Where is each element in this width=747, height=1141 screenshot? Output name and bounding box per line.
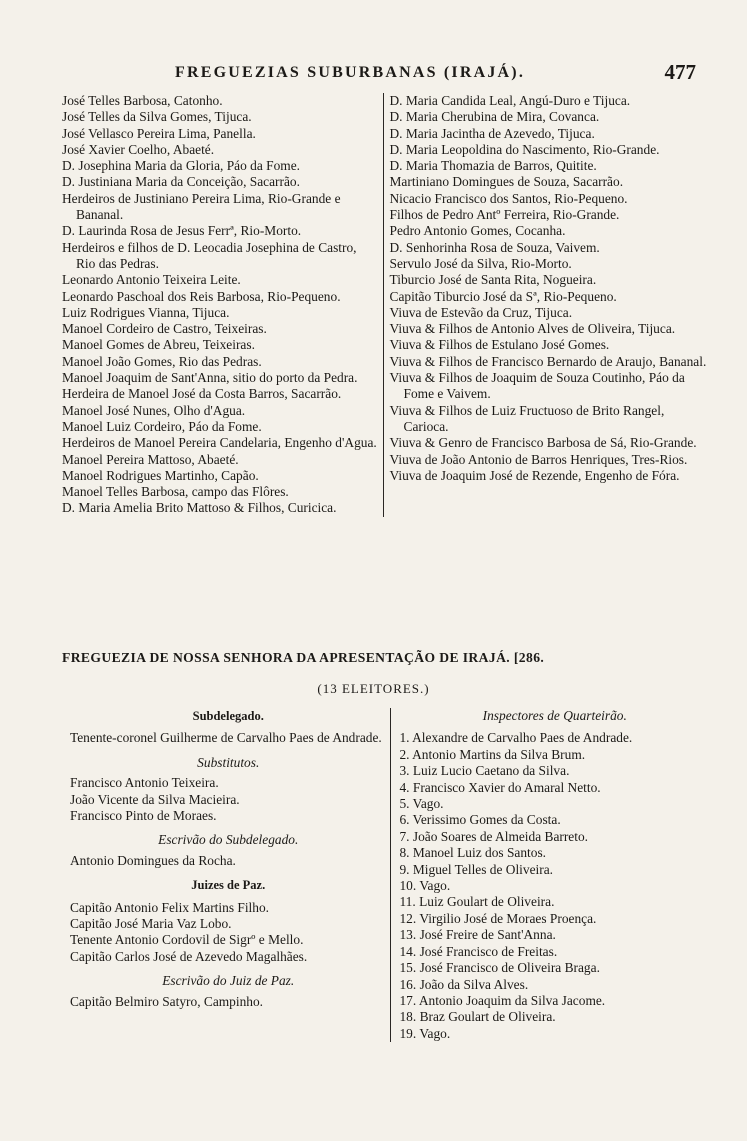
resident-entry: Manoel Gomes de Abreu, Teixeiras. [62, 337, 255, 353]
officials-column [70, 708, 390, 1042]
running-title: FREGUEZIAS SUBURBANAS (IRAJÁ). [175, 64, 526, 81]
inspector-entry: 19. Vago. [399, 1025, 451, 1041]
inspectors-heading: Inspectores de Quarteirão. [482, 708, 627, 723]
juiz-entry: Tenente Antonio Cordovil de Sigrº e Mello. [70, 932, 304, 948]
resident-entry: Manoel Joaquim de Sant'Anna, sitio do porto da Pedra. [62, 370, 358, 386]
page-number: 477 [664, 60, 696, 84]
substituto-entry: Francisco Antonio Teixeira. [70, 775, 219, 791]
resident-entry: Martiniano Domingues de Souza, Sacarrão. [389, 174, 624, 190]
escrivao-subdelegado-heading: Escrivão do Subdelegado. [158, 832, 299, 848]
resident-entry: Viuva de João Antonio de Barros Henriques, Tres-Rios. [389, 451, 688, 467]
parish-officials [70, 708, 710, 1042]
resident-entry: Filhos de Pedro Antº Ferreira, Rio-Grande. [389, 207, 620, 223]
resident-entry: Servulo José da Silva, Rio-Morto. [389, 255, 572, 271]
inspector-entry: 10. Vago. [399, 878, 451, 894]
substituto-entry: Francisco Pinto de Moraes. [70, 808, 217, 824]
resident-entry: Viuva de Joaquim José de Rezende, Engenho de Fóra. [389, 467, 680, 483]
resident-entry: D. Justiniana Maria da Conceição, Sacarrão. [62, 174, 300, 190]
inspector-entry: 8. Manoel Luiz dos Santos. [399, 845, 547, 861]
resident-entry: Viuva de Estevão da Cruz, Tijuca. [389, 304, 573, 320]
residents-right-column [383, 93, 710, 517]
resident-entry: Herdeiros de Manoel Pereira Candelaria, Engenho d'Agua. [62, 435, 377, 451]
juiz-entry: Capitão Carlos José de Azevedo Magalhães. [70, 948, 308, 964]
resident-entry: Viuva & Filhos de Joaquim de Souza Coutinho, Páo da Fome e Vaivem. [389, 370, 685, 402]
inspectors-column [390, 708, 710, 1042]
escrivao-juiz-name: Capitão Belmiro Satyro, Campinho. [70, 993, 264, 1009]
inspector-entry: 7. João Soares de Almeida Barreto. [399, 828, 589, 844]
escrivao-juiz-heading: Escrivão do Juiz de Paz. [162, 973, 295, 989]
inspector-entry: 12. Virgilio José de Moraes Proença. [399, 910, 597, 926]
resident-entry: José Vellasco Pereira Lima, Panella. [62, 125, 256, 141]
inspector-entry: 13. José Freire de Sant'Anna. [399, 927, 556, 943]
resident-entry: Viuva & Filhos de Francisco Bernardo de Araujo, Bananal. [389, 353, 707, 369]
resident-entry: Manoel Pereira Mattoso, Abaeté. [62, 451, 239, 467]
resident-entry: Capitão Tiburcio José da Sª, Rio-Pequeno. [389, 288, 617, 304]
inspector-entry: 14. José Francisco de Freitas. [399, 943, 558, 959]
inspector-entry: 1. Alexandre de Carvalho Paes de Andrade. [399, 730, 633, 746]
resident-entry: Viuva & Genro de Francisco Barbosa de Sá, Rio-Grande. [389, 435, 697, 451]
inspector-entry: 5. Vago. [399, 796, 444, 812]
juiz-entry: Capitão Antonio Felix Martins Filho. [70, 899, 270, 915]
subdelegado-name: Tenente-coronel Guilherme de Carvalho Paes de Andrade. [70, 730, 382, 746]
resident-entry: José Telles Barbosa, Catonho. [62, 93, 223, 108]
resident-entry: José Xavier Coelho, Abaeté. [62, 141, 215, 157]
resident-entry: Herdeiros de Justiniano Pereira Lima, Rio-Grande e Bananal. [62, 190, 341, 223]
resident-entry: Tiburcio José de Santa Rita, Nogueira. [389, 272, 597, 288]
residents-left-column [62, 93, 383, 517]
resident-entry: Manoel João Gomes, Rio das Pedras. [62, 353, 262, 369]
resident-entry: D. Maria Leopoldina do Nascimento, Rio-Grande. [389, 141, 660, 157]
inspector-entry: 16. João da Silva Alves. [399, 976, 529, 992]
resident-entry: D. Maria Cherubina de Mira, Covanca. [389, 109, 600, 125]
inspector-entry: 15. José Francisco de Oliveira Braga. [399, 960, 600, 976]
running-head [60, 62, 700, 88]
resident-entry: D. Maria Candida Leal, Angú-Duro e Tijuca. [389, 93, 631, 108]
substitutos-heading: Substitutos. [197, 754, 260, 770]
resident-entry: Herdeira de Manoel José da Costa Barros, Sacarrão. [62, 386, 342, 402]
resident-entry: Manoel Luiz Cordeiro, Páo da Fome. [62, 418, 262, 434]
resident-entry: Luiz Rodrigues Vianna, Tijuca. [62, 304, 230, 320]
resident-entry: D. Maria Thomazia de Barros, Quitite. [389, 158, 597, 174]
inspector-entry: 11. Luiz Goulart de Oliveira. [399, 894, 555, 910]
parish-section-title: FREGUEZIA DE NOSSA SENHORA DA APRESENTAÇÃO DE IRAJÁ. [286. [62, 650, 545, 665]
resident-entry: D. Maria Amelia Brito Mattoso & Filhos, Curicica. [62, 500, 337, 516]
resident-entry: D. Maria Jacintha de Azevedo, Tijuca. [389, 125, 595, 141]
resident-entry: D. Senhorinha Rosa de Souza, Vaivem. [389, 239, 600, 255]
inspector-entry: 4. Francisco Xavier do Amaral Netto. [399, 779, 601, 795]
resident-entry: D. Josephina Maria da Gloria, Páo da Fome. [62, 158, 301, 174]
resident-entry: D. Laurinda Rosa de Jesus Ferrª, Rio-Morto. [62, 223, 302, 239]
inspector-entry: 18. Braz Goulart de Oliveira. [399, 1009, 556, 1025]
juizes-heading: Juizes de Paz. [191, 878, 266, 893]
inspector-entry: 6. Verissimo Gomes da Costa. [399, 812, 561, 828]
subdelegado-heading: Subdelegado. [192, 709, 264, 723]
resident-entry: Viuva & Filhos de Antonio Alves de Oliveira, Tijuca. [389, 321, 676, 337]
resident-entry: Leonardo Paschoal dos Reis Barbosa, Rio-Pequeno. [62, 288, 341, 304]
inspector-entry: 17. Antonio Joaquim da Silva Jacome. [399, 992, 606, 1008]
resident-entry: Pedro Antonio Gomes, Cocanha. [389, 223, 566, 239]
resident-entry: Nicacio Francisco dos Santos, Rio-Pequeno. [389, 190, 628, 206]
resident-entry: José Telles da Silva Gomes, Tijuca. [62, 109, 252, 125]
escrivao-subdelegado-name: Antonio Domingues da Rocha. [70, 852, 236, 868]
inspector-entry: 2. Antonio Martins da Silva Brum. [399, 746, 586, 762]
inspector-entry: 3. Luiz Lucio Caetano da Silva. [399, 763, 570, 779]
juiz-entry: Capitão José Maria Vaz Lobo. [70, 916, 232, 932]
resident-entry: Manoel Cordeiro de Castro, Teixeiras. [62, 321, 267, 337]
resident-entry: Viuva & Filhos de Luiz Fructuoso de Brito Rangel, Carioca. [389, 402, 665, 434]
residents-list [62, 93, 710, 517]
resident-entry: Herdeiros e filhos de D. Leocadia Josephina de Castro, Rio das Pedras. [62, 239, 357, 271]
resident-entry: Manoel Rodrigues Martinho, Capão. [62, 467, 259, 483]
inspector-entry: 9. Miguel Telles de Oliveira. [399, 861, 553, 877]
resident-entry: Viuva & Filhos de Estulano José Gomes. [389, 337, 610, 353]
electors-count: (13 ELEITORES.) [317, 681, 430, 696]
substituto-entry: João Vicente da Silva Macieira. [70, 791, 240, 807]
resident-entry: Leonardo Antonio Teixeira Leite. [62, 272, 241, 288]
resident-entry: Manoel Telles Barbosa, campo das Flôres. [62, 484, 289, 500]
resident-entry: Manoel José Nunes, Olho d'Agua. [62, 402, 246, 418]
